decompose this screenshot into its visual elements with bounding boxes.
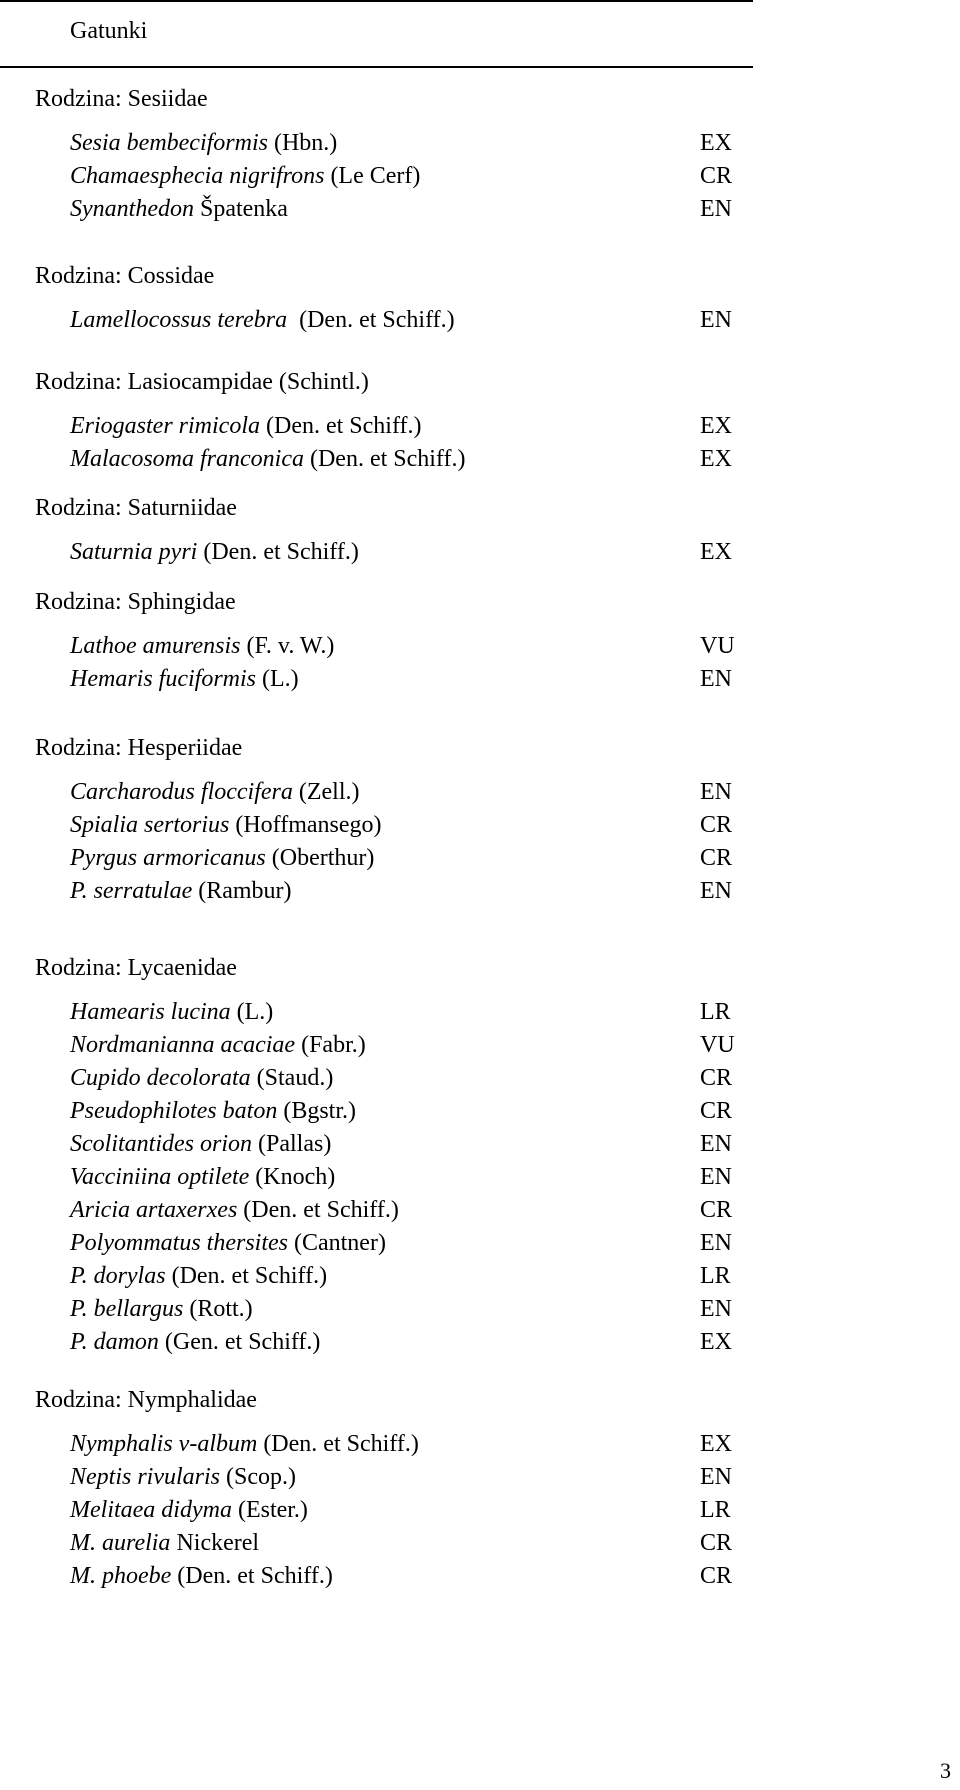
species-name	[70, 537, 359, 567]
threat-status: EN	[700, 1230, 732, 1256]
species-author: (Staud.)	[250, 1065, 334, 1091]
species-name	[70, 1162, 335, 1192]
family-heading	[0, 261, 960, 291]
species-row	[0, 1096, 960, 1126]
threat-status: LR	[700, 1497, 731, 1523]
species-row	[0, 664, 960, 694]
species-latin-name: Nymphalis v-album	[70, 1431, 258, 1457]
threat-status: VU	[700, 633, 735, 659]
species-name	[70, 1429, 419, 1459]
family-heading	[0, 733, 960, 763]
threat-status: CR	[700, 845, 733, 871]
threat-status: CR	[700, 1563, 733, 1589]
species-name	[70, 305, 455, 335]
species-latin-name: Pseudophilotes baton	[70, 1098, 278, 1124]
species-author: (Den. et Schiff.)	[260, 413, 422, 439]
species-author: (Cantner)	[287, 1230, 386, 1256]
species-row	[0, 1063, 960, 1093]
species-name	[70, 1528, 259, 1558]
species-author: (Bgstr.)	[277, 1098, 356, 1124]
family-heading	[0, 367, 960, 397]
species-latin-name: Eriogaster rimicola	[70, 413, 260, 439]
species-row	[0, 1228, 960, 1258]
species-author: (Ester.)	[231, 1497, 308, 1523]
species-latin-name: Lathoe amurensis	[70, 633, 241, 659]
species-latin-name: Chamaesphecia nigrifrons	[70, 163, 325, 189]
threat-status: EN	[700, 1164, 732, 1190]
species-author: Špatenka	[193, 196, 288, 222]
species-author: (Knoch)	[249, 1164, 336, 1190]
page-number: 3	[940, 1758, 951, 1783]
species-row	[0, 1261, 960, 1291]
species-latin-name: Polyommatus thersites	[70, 1230, 288, 1256]
species-row	[0, 810, 960, 840]
species-author: (Gen. et Schiff.)	[158, 1329, 321, 1355]
threat-status: EX	[700, 1329, 732, 1355]
species-latin-name: Malacosoma franconica	[70, 446, 304, 472]
species-row	[0, 161, 960, 191]
threat-status: LR	[700, 1263, 731, 1289]
threat-status: EN	[700, 878, 732, 904]
species-row	[0, 1495, 960, 1525]
species-latin-name: Hemaris fuciformis	[70, 666, 256, 692]
species-latin-name: Synanthedon	[70, 196, 194, 222]
species-name	[70, 1063, 333, 1093]
species-row	[0, 194, 960, 224]
species-latin-name: Lamellocossus terebra	[70, 307, 288, 333]
species-row	[0, 1462, 960, 1492]
species-latin-name: Neptis rivularis	[70, 1464, 221, 1490]
species-author: (Le Cerf)	[324, 163, 421, 189]
species-author: (Den. et Schiff.)	[171, 1563, 333, 1589]
species-author: (Den. et Schiff.)	[197, 539, 359, 565]
species-latin-name: M. phoebe	[70, 1563, 172, 1589]
species-row	[0, 411, 960, 441]
species-latin-name: Hamearis lucina	[70, 999, 231, 1025]
species-author: (Scop.)	[220, 1464, 296, 1490]
species-latin-name: Aricia artaxerxes	[70, 1197, 238, 1223]
threat-status: CR	[700, 812, 733, 838]
species-name	[70, 664, 299, 694]
species-row	[0, 537, 960, 567]
family-label: Rodzina: Sesiidae	[35, 86, 208, 112]
species-row	[0, 1030, 960, 1060]
species-name	[70, 1261, 327, 1291]
threat-status: EX	[700, 413, 732, 439]
species-latin-name: Melitaea didyma	[70, 1497, 232, 1523]
species-name	[70, 1462, 296, 1492]
species-author: Nickerel	[170, 1530, 260, 1556]
threat-status: EN	[700, 779, 732, 805]
species-name	[70, 631, 334, 661]
species-row	[0, 777, 960, 807]
family-label: Rodzina: Sphingidae	[35, 589, 236, 615]
species-name	[70, 777, 360, 807]
species-name	[70, 411, 422, 441]
family-heading	[0, 587, 960, 617]
species-author: (Oberthur)	[265, 845, 375, 871]
species-latin-name: M. aurelia	[70, 1530, 171, 1556]
species-latin-name: Cupido decolorata	[70, 1065, 251, 1091]
species-author: (Den. et Schiff.)	[303, 446, 466, 472]
species-author: (Den. et Schiff.)	[287, 307, 455, 333]
species-author: (Hoffmansego)	[229, 812, 382, 838]
species-row	[0, 1528, 960, 1558]
species-row	[0, 997, 960, 1027]
species-author: (Den. et Schiff.)	[165, 1263, 328, 1289]
species-row	[0, 1327, 960, 1357]
species-latin-name: P. bellargus	[70, 1296, 184, 1322]
family-label: Rodzina: Nymphalidae	[35, 1387, 257, 1413]
family-label: Rodzina: Hesperiidae	[35, 735, 243, 761]
species-row	[0, 1195, 960, 1225]
threat-status: EX	[700, 1431, 732, 1457]
species-author: (F. v. W.)	[240, 633, 335, 659]
species-row	[0, 876, 960, 906]
threat-status: EX	[700, 446, 732, 472]
species-row	[0, 305, 960, 335]
species-latin-name: Spialia sertorius	[70, 812, 230, 838]
family-heading	[0, 1385, 960, 1415]
species-name	[70, 128, 337, 158]
species-name	[70, 876, 292, 906]
species-author: (Pallas)	[252, 1131, 332, 1157]
species-row	[0, 631, 960, 661]
threat-status: EN	[700, 1464, 732, 1490]
species-row	[0, 1129, 960, 1159]
family-heading	[0, 953, 960, 983]
species-name	[70, 997, 273, 1027]
species-author: (Den. et Schiff.)	[237, 1197, 399, 1223]
species-latin-name: Carcharodus floccifera	[70, 779, 293, 805]
threat-status: CR	[700, 163, 733, 189]
species-latin-name: Saturnia pyri	[70, 539, 198, 565]
threat-status: EN	[700, 196, 732, 222]
species-name	[70, 1195, 399, 1225]
threat-status: EN	[700, 666, 732, 692]
species-latin-name: P. damon	[70, 1329, 159, 1355]
species-name	[70, 1096, 356, 1126]
threat-status: CR	[700, 1530, 733, 1556]
threat-status: CR	[700, 1197, 733, 1223]
threat-status: LR	[700, 999, 731, 1025]
species-row	[0, 128, 960, 158]
species-author: (Rambur)	[192, 878, 292, 904]
family-heading	[0, 84, 960, 114]
species-name	[70, 1228, 386, 1258]
top-rule	[0, 0, 753, 2]
header-rule	[0, 66, 753, 68]
species-author: (Hbn.)	[267, 130, 338, 156]
species-name	[70, 1030, 366, 1060]
threat-status: EX	[700, 539, 732, 565]
family-label: Rodzina: Lycaenidae	[35, 955, 237, 981]
family-label: Rodzina: Cossidae	[35, 263, 215, 289]
species-name	[70, 194, 288, 224]
threat-status: EN	[700, 1296, 732, 1322]
species-name	[70, 161, 420, 191]
species-latin-name: Sesia bembeciformis	[70, 130, 268, 156]
family-label: Rodzina: Saturniidae	[35, 495, 237, 521]
family-heading	[0, 493, 960, 523]
species-latin-name: Pyrgus armoricanus	[70, 845, 266, 871]
species-author: (L.)	[230, 999, 274, 1025]
species-name	[70, 810, 382, 840]
species-latin-name: P. serratulae	[70, 878, 193, 904]
species-row	[0, 843, 960, 873]
threat-status: VU	[700, 1032, 735, 1058]
species-author: (Rott.)	[183, 1296, 253, 1322]
family-label: Rodzina: Lasiocampidae (Schintl.)	[35, 369, 369, 395]
threat-status: EX	[700, 130, 732, 156]
species-name	[70, 1495, 308, 1525]
species-name	[70, 444, 465, 474]
species-latin-name: Scolitantides orion	[70, 1131, 252, 1157]
threat-status: EN	[700, 307, 732, 333]
species-author: (Den. et Schiff.)	[257, 1431, 419, 1457]
species-latin-name: P. dorylas	[70, 1263, 166, 1289]
threat-status: CR	[700, 1065, 733, 1091]
species-author: (Zell.)	[292, 779, 360, 805]
column-header: Gatunki	[70, 18, 148, 44]
species-name	[70, 1129, 331, 1159]
species-author: (L.)	[256, 666, 299, 692]
species-row	[0, 1162, 960, 1192]
species-name	[70, 1561, 333, 1591]
species-latin-name: Vacciniina optilete	[70, 1164, 250, 1190]
species-row	[0, 1429, 960, 1459]
species-row	[0, 444, 960, 474]
species-row	[0, 1561, 960, 1591]
species-row	[0, 1294, 960, 1324]
species-author: (Fabr.)	[295, 1032, 366, 1058]
species-name	[70, 1294, 253, 1324]
threat-status: EN	[700, 1131, 732, 1157]
species-name	[70, 843, 374, 873]
threat-status: CR	[700, 1098, 733, 1124]
species-latin-name: Nordmanianna acaciae	[70, 1032, 296, 1058]
species-name	[70, 1327, 320, 1357]
